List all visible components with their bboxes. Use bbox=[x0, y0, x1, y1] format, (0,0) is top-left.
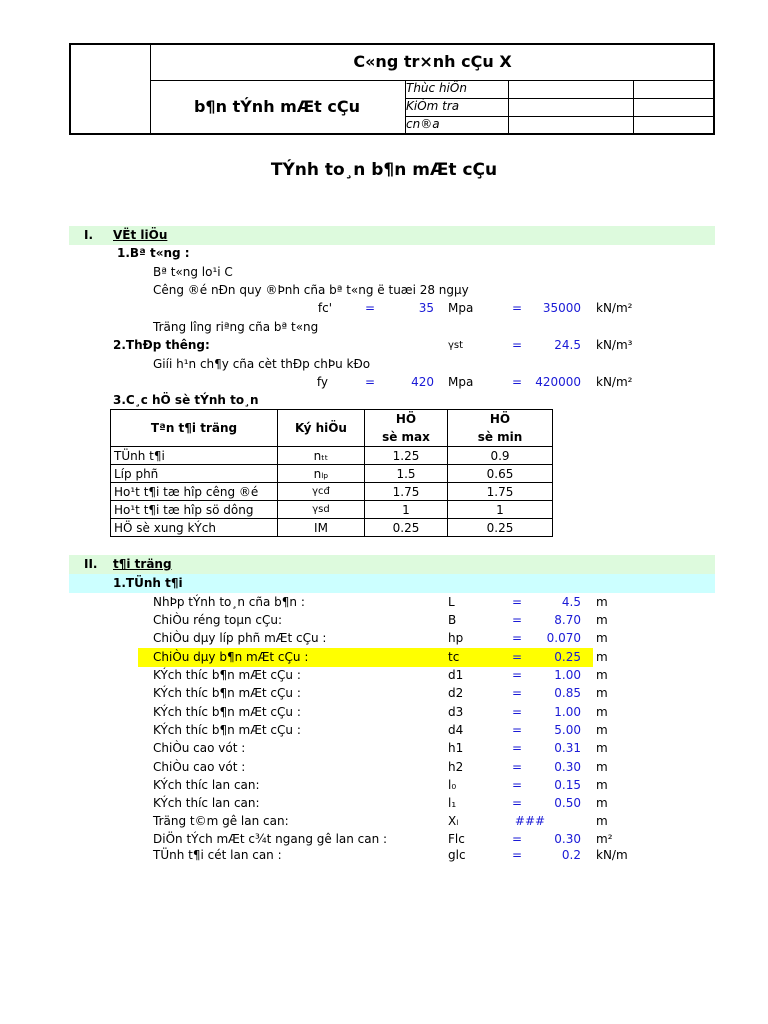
row-desc: NhÞp tÝnh to¸n cña b¶n : bbox=[153, 595, 305, 609]
section-2-number: II. bbox=[84, 557, 98, 571]
row-equals: = bbox=[512, 760, 523, 774]
row-value: 5.00 bbox=[554, 723, 581, 737]
row-value: 0.25 bbox=[554, 650, 581, 664]
fc-symbol: fc' bbox=[317, 301, 332, 315]
row-equals: = bbox=[512, 613, 523, 627]
row-value: 4.5 bbox=[561, 595, 581, 609]
fc-unit-2: kN/m² bbox=[596, 301, 633, 315]
row-symbol: h1 bbox=[448, 741, 464, 755]
row-equals: = bbox=[512, 650, 523, 664]
row-equals: = bbox=[512, 668, 523, 682]
section-1-number: I. bbox=[84, 228, 94, 242]
row-desc: KÝch thíc lan can: bbox=[153, 796, 260, 810]
row-equals: = bbox=[512, 741, 523, 755]
row-symbol: tc bbox=[448, 650, 460, 664]
gamma-symbol: γst bbox=[448, 340, 464, 351]
table-row: TÜnh t¶i nₜₜ 1.25 0.9 bbox=[111, 447, 553, 465]
row-value: 0.30 bbox=[554, 760, 581, 774]
row-value: ### bbox=[514, 814, 546, 828]
row-equals: = bbox=[512, 796, 523, 810]
col-min: HÖ sè min bbox=[448, 410, 553, 447]
page-title: TÝnh to¸n b¶n mÆt cÇu bbox=[270, 160, 498, 180]
row-unit: kN/m bbox=[596, 848, 628, 862]
concrete-type: Bª t«ng lo¹i C bbox=[153, 265, 233, 279]
fc-unit: Mpa bbox=[448, 301, 474, 315]
row-unit: m bbox=[596, 595, 608, 609]
row-desc: DiÖn tÝch mÆt c¾t ngang gê lan can : bbox=[153, 832, 388, 846]
table-row: HÖ sè xung kÝch IM 0.25 0.25 bbox=[111, 519, 553, 537]
row-unit: m² bbox=[596, 832, 613, 846]
fy-unit-2: kN/m² bbox=[596, 375, 633, 389]
row-symbol: glc bbox=[448, 848, 466, 862]
row-equals: = bbox=[512, 832, 523, 846]
row-unit: m bbox=[596, 686, 608, 700]
row-symbol: Flc bbox=[448, 832, 465, 846]
row-equals: = bbox=[512, 778, 523, 792]
table-row: Líp phñ nₗₚ 1.5 0.65 bbox=[111, 465, 553, 483]
row-desc: KÝch thíc b¶n mÆt cÇu : bbox=[153, 705, 301, 719]
row-value: 0.15 bbox=[554, 778, 581, 792]
row-unit: m bbox=[596, 741, 608, 755]
gamma-equals: = bbox=[512, 338, 523, 352]
row-equals: = bbox=[512, 595, 523, 609]
concrete-strength-desc: Cêng ®é nÐn quy ®Þnh cña bª t«ng ë tuæi 28 ngµy bbox=[153, 283, 469, 297]
row-value: 0.50 bbox=[554, 796, 581, 810]
fc-equals-2: = bbox=[512, 301, 523, 315]
coef-header-row bbox=[111, 410, 553, 447]
fc-equals: = bbox=[365, 301, 376, 315]
row-unit: m bbox=[596, 796, 608, 810]
row-value: 0.31 bbox=[554, 741, 581, 755]
fy-symbol: fy bbox=[316, 375, 328, 389]
row-desc: KÝch thíc b¶n mÆt cÇu : bbox=[153, 723, 301, 737]
row-unit: m bbox=[596, 814, 608, 828]
row-symbol: Xₗ bbox=[448, 814, 459, 828]
row-desc: ChiÒu cao vót : bbox=[153, 741, 246, 755]
row-desc: KÝch thíc lan can: bbox=[153, 778, 260, 792]
row-unit: m bbox=[596, 723, 608, 737]
coef-heading: 3.C¸c hÖ sè tÝnh to¸n bbox=[113, 393, 259, 407]
project-name: C«ng tr×nh cÇu X bbox=[353, 52, 512, 71]
row-equals: = bbox=[512, 848, 523, 862]
row-equals: = bbox=[512, 705, 523, 719]
coefficient-table bbox=[110, 409, 553, 537]
row-equals: = bbox=[512, 631, 523, 645]
row-symbol: d3 bbox=[448, 705, 464, 719]
row-desc: KÝch thíc b¶n mÆt cÇu : bbox=[153, 686, 301, 700]
row-unit: m bbox=[596, 668, 608, 682]
row-symbol: d4 bbox=[448, 723, 464, 737]
row-symbol: l₁ bbox=[448, 796, 457, 810]
fy-value-2: 420000 bbox=[535, 375, 581, 389]
col-symbol: Ký hiÖu bbox=[278, 410, 365, 447]
row-desc: ChiÒu dµy líp phñ mÆt cÇu : bbox=[153, 631, 327, 645]
row-unit: m bbox=[596, 613, 608, 627]
row-unit: m bbox=[596, 778, 608, 792]
row-unit: m bbox=[596, 705, 608, 719]
row-symbol: d2 bbox=[448, 686, 464, 700]
row-equals: = bbox=[512, 686, 523, 700]
gamma-unit: kN/m³ bbox=[596, 338, 633, 352]
row-value: 0.30 bbox=[554, 832, 581, 846]
fy-unit: Mpa bbox=[448, 375, 474, 389]
dead-load-heading: 1.TÜnh t¶i bbox=[113, 576, 183, 590]
table-row: Ho¹t t¶i tæ hîp sö dông γsd 1 1 bbox=[111, 501, 553, 519]
row-symbol: hp bbox=[448, 631, 464, 645]
table-row: Ho¹t t¶i tæ hîp cêng ®é γcđ 1.75 1.75 bbox=[111, 483, 553, 501]
row-value: 0.2 bbox=[561, 848, 581, 862]
section-2-title: t¶i träng bbox=[113, 557, 172, 571]
row-desc: ChiÒu réng toµn cÇu: bbox=[153, 613, 282, 627]
row-desc: KÝch thíc b¶n mÆt cÇu : bbox=[153, 668, 301, 682]
fc-value-2: 35000 bbox=[542, 301, 581, 315]
row-desc: ChiÒu dµy b¶n mÆt cÇu : bbox=[153, 650, 309, 664]
fy-value: 420 bbox=[411, 375, 434, 389]
row-symbol: B bbox=[448, 613, 457, 627]
row-symbol: L bbox=[448, 595, 455, 609]
fy-equals-2: = bbox=[512, 375, 523, 389]
row-desc: Träng t©m gê lan can: bbox=[153, 814, 289, 828]
row-desc: ChiÒu cao vót : bbox=[153, 760, 246, 774]
role-performer: Thùc hiÖn bbox=[406, 81, 467, 95]
gamma-value: 24.5 bbox=[554, 338, 581, 352]
row-equals: = bbox=[512, 723, 523, 737]
row-symbol: d1 bbox=[448, 668, 464, 682]
fc-value: 35 bbox=[418, 301, 434, 315]
row-value: 8.70 bbox=[554, 613, 581, 627]
row-value: 0.85 bbox=[554, 686, 581, 700]
row-value: 1.00 bbox=[554, 668, 581, 682]
row-unit: m bbox=[596, 631, 608, 645]
concrete-weight-desc: Träng lîng riªng cña bª t«ng bbox=[153, 320, 319, 334]
section-1-title: VËt liÖu bbox=[113, 228, 168, 242]
col-max: HÖ sè max bbox=[365, 410, 448, 447]
row-unit: m bbox=[596, 760, 608, 774]
col-load-name: Tªn t¶i träng bbox=[111, 410, 278, 447]
document-name: b¶n tÝnh mÆt cÇu bbox=[193, 97, 361, 116]
row-value: 0.070 bbox=[546, 631, 581, 645]
row-desc: TÜnh t¶i cét lan can : bbox=[153, 848, 282, 862]
role-checker: KiÓm tra bbox=[406, 99, 460, 113]
row-unit: m bbox=[596, 650, 608, 664]
row-value: 1.00 bbox=[554, 705, 581, 719]
steel-yield-desc: Giíi h¹n ch¶y cña cèt thÐp chÞu kÐo bbox=[153, 357, 371, 371]
fy-equals: = bbox=[365, 375, 376, 389]
concrete-heading: 1.Bª t«ng : bbox=[117, 246, 190, 260]
steel-heading: 2.ThÐp thêng: bbox=[113, 338, 210, 352]
row-symbol: l₀ bbox=[448, 778, 457, 792]
role-manager: cn®a bbox=[406, 117, 440, 131]
row-symbol: h2 bbox=[448, 760, 464, 774]
